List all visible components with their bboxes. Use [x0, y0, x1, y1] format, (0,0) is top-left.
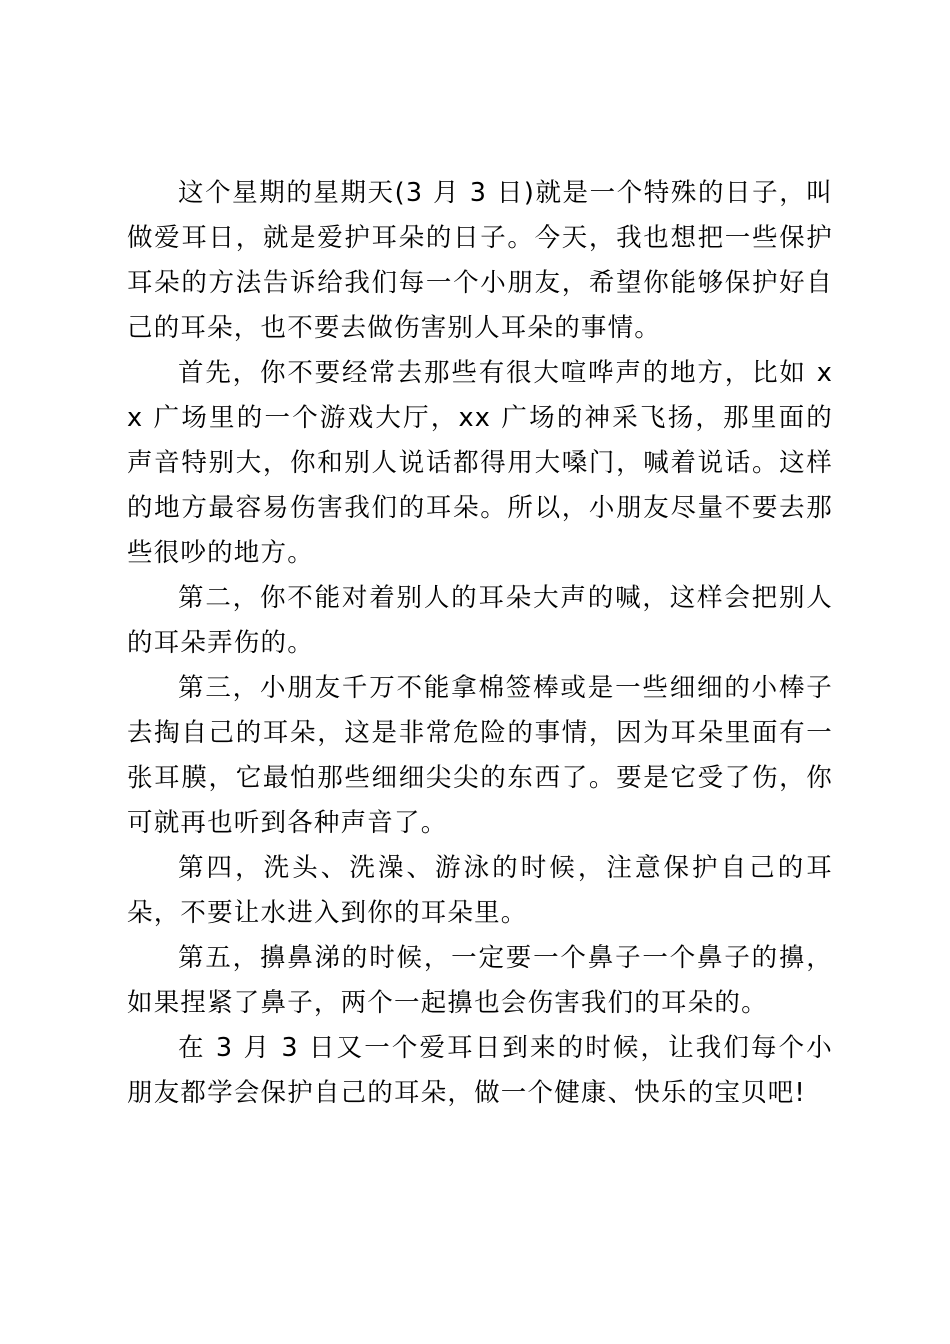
- paragraph-third: 第三，小朋友千万不能拿棉签棒或是一些细细的小棒子去掏自己的耳朵，这是非常危险的事情，因为耳朵里面有一张耳膜，它最怕那些细细尖尖的东西了。要是它受了伤，你可就再也听到各种声音了。: [127, 673, 833, 838]
- paragraph-closing: 在 3 月 3 日又一个爱耳日到来的时候，让我们每个小朋友都学会保护自己的耳朵，做一个健康、快乐的宝贝吧!: [127, 1033, 833, 1108]
- paragraph-fifth: 第五，擤鼻涕的时候，一定要一个鼻子一个鼻子的擤，如果捏紧了鼻子，两个一起擤也会伤害我们的耳朵的。: [127, 943, 833, 1018]
- paragraph-intro: 这个星期的星期天(3 月 3 日)就是一个特殊的日子，叫做爱耳日，就是爱护耳朵的日子。今天，我也想把一些保护耳朵的方法告诉给我们每一个小朋友，希望你能够保护好自己的耳朵，也不要去做伤害别人耳朵的事情。: [127, 178, 833, 343]
- paragraph-first: 首先，你不要经常去那些有很大喧哗声的地方，比如 xx 广场里的一个游戏大厅，xx 广场的神采飞扬，那里面的声音特别大，你和别人说话都得用大嗓门，喊着说话。这样的地方最容易伤害我们的耳朵。所以，小朋友尽量不要去那些很吵的地方。: [127, 358, 833, 568]
- paragraph-fourth: 第四，洗头、洗澡、游泳的时候，注意保护自己的耳朵，不要让水进入到你的耳朵里。: [127, 853, 833, 928]
- paragraph-second: 第二，你不能对着别人的耳朵大声的喊，这样会把别人的耳朵弄伤的。: [127, 583, 833, 658]
- document-body: [127, 171, 833, 1116]
